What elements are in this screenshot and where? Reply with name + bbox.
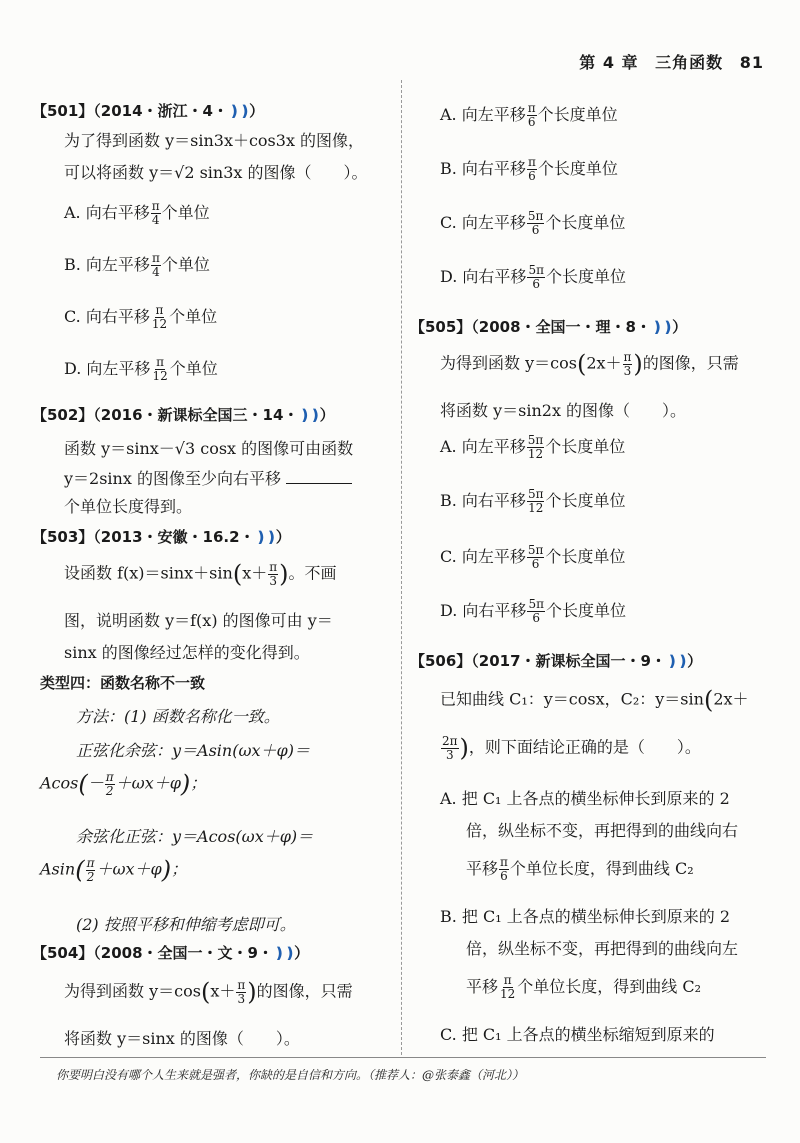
rule-cos-to-sin: 余弦化正弦：y＝Acos(ωx＋φ)＝ [76, 827, 314, 846]
question-501-option-d: D. 向左平移 $\frac{\pi}{12}$ 个单位 [64, 355, 218, 383]
question-503-stem: 图，说明函数 y＝f(x) 的图像可由 y＝ [64, 611, 333, 630]
question-505-stem: 为得到函数 y＝cos(2x＋ $\frac{\pi}{3}$ )的图像，只需 [440, 349, 739, 378]
rule-cos-to-sin-result: Asin( $\frac{\pi}{2}$ ＋ωx＋φ)； [40, 855, 188, 884]
question-504-option-d: D. 向右平移 $\frac{5\pi}{6}$ 个长度单位 [440, 263, 626, 291]
question-504-option-a: A. 向左平移 $\frac{\pi}{6}$ 个长度单位 [440, 101, 618, 129]
question-501-stem: 为了得到函数 y＝sin3x＋cos3x 的图像， [64, 131, 365, 150]
question-501-option-a: A. 向右平移 $\frac{\pi}{4}$ 个单位 [64, 199, 210, 227]
question-505-header: 【505】（2008・全国一・理・8・❫❫） [410, 318, 688, 336]
rule-sin-to-cos-result: Acos(－ $\frac{\pi}{2}$ ＋ωx＋φ)； [40, 769, 207, 798]
question-504-stem: 为得到函数 y＝cos(x＋ $\frac{\pi}{3}$ )的图像，只需 [64, 977, 353, 1006]
question-502-header: 【502】（2016・新课标全国三・14・❫❫） [32, 406, 335, 424]
difficulty-icon: ❫❫ [298, 406, 320, 424]
question-505-option-b: B. 向右平移 $\frac{5\pi}{12}$ 个长度单位 [440, 487, 626, 515]
answer-blank [286, 469, 352, 484]
page-header [569, 50, 764, 73]
question-502-stem: 个单位长度得到。 [64, 497, 193, 516]
question-505-option-c: C. 向左平移 $\frac{5\pi}{6}$ 个长度单位 [440, 543, 626, 571]
question-503-stem: 设函数 f(x)＝sinx＋sin(x＋ $\frac{\pi}{3}$ )。不画 [64, 559, 337, 588]
question-501-stem: 可以将函数 y＝√2 sin3x 的图像（ ）。 [64, 163, 368, 182]
question-504-header: 【504】（2008・全国一・文・9・❫❫） [32, 944, 310, 962]
question-505-option-d: D. 向右平移 $\frac{5\pi}{6}$ 个长度单位 [440, 597, 626, 625]
question-505-stem: 将函数 y＝sin2x 的图像（ ）。 [440, 401, 687, 420]
footer-rule [40, 1057, 766, 1058]
difficulty-icon: ❫❫ [666, 652, 688, 670]
question-506-stem: $\frac{2\pi}{3}$ )，则下面结论正确的是（ ）。 [442, 733, 701, 762]
question-502-stem: 函数 y＝sinx－√3 cosx 的图像可由函数 [64, 439, 354, 458]
page-number: 81 [739, 53, 764, 72]
question-506-option-a: 平移 $\frac{\pi}{6}$ 个单位长度，得到曲线 C₂ [466, 855, 694, 883]
chapter-title: 三角函数 [655, 53, 724, 72]
question-504-option-b: B. 向右平移 $\frac{\pi}{6}$ 个长度单位 [440, 155, 618, 183]
question-503-header: 【503】（2013・安徽・16.2・❫❫） [32, 528, 291, 546]
section-title: 类型四：函数名称不一致 [40, 674, 206, 692]
question-502-stem: y＝2sinx 的图像至少向右平移 [64, 466, 352, 489]
question-503-stem: sinx 的图像经过怎样的变化得到。 [64, 643, 310, 662]
question-504-option-c: C. 向左平移 $\frac{5\pi}{6}$ 个长度单位 [440, 209, 626, 237]
question-506-option-b: B. 把 C₁ 上各点的横坐标伸长到原来的 2 [440, 907, 731, 926]
method-text: (2) 按照平移和伸缩考虑即可。 [76, 915, 296, 934]
chapter-number: 第 4 章 [579, 53, 639, 72]
question-501-option-c: C. 向右平移 $\frac{\pi}{12}$ 个单位 [64, 303, 218, 331]
question-506-option-a: 倍，纵坐标不变，再把得到的曲线向右 [466, 821, 739, 840]
difficulty-icon: ❫❫ [254, 528, 276, 546]
rule-sin-to-cos: 正弦化余弦：y＝Asin(ωx＋φ)＝ [76, 741, 310, 760]
question-506-option-b: 平移 $\frac{\pi}{12}$ 个单位长度，得到曲线 C₂ [466, 973, 702, 1001]
question-501-option-b: B. 向左平移 $\frac{\pi}{4}$ 个单位 [64, 251, 210, 279]
footer-quote: 你要明白没有哪个人生来就是强者，你缺的是自信和方向。（推荐人：@张泰鑫（河北）） [56, 1068, 525, 1082]
question-506-header: 【506】（2017・新课标全国一・9・❫❫） [410, 652, 703, 670]
question-506-option-b: 倍，纵坐标不变，再把得到的曲线向左 [466, 939, 739, 958]
question-501-header: 【501】（2014・浙江・4・❫❫） [32, 102, 265, 120]
method-text: 方法：(1) 函数名称化一致。 [76, 707, 280, 726]
question-506-option-c: C. 把 C₁ 上各点的横坐标缩短到原来的 [440, 1025, 715, 1044]
question-506-option-a: A. 把 C₁ 上各点的横坐标伸长到原来的 2 [440, 789, 730, 808]
column-divider [401, 80, 402, 1055]
difficulty-icon: ❫❫ [273, 944, 295, 962]
difficulty-icon: ❫❫ [228, 102, 250, 120]
question-505-option-a: A. 向左平移 $\frac{5\pi}{12}$ 个长度单位 [440, 433, 626, 461]
question-504-stem: 将函数 y＝sinx 的图像（ ）。 [64, 1029, 300, 1048]
difficulty-icon: ❫❫ [651, 318, 673, 336]
question-506-stem: 已知曲线 C₁：y＝cosx，C₂：y＝sin(2x＋ [440, 686, 749, 714]
